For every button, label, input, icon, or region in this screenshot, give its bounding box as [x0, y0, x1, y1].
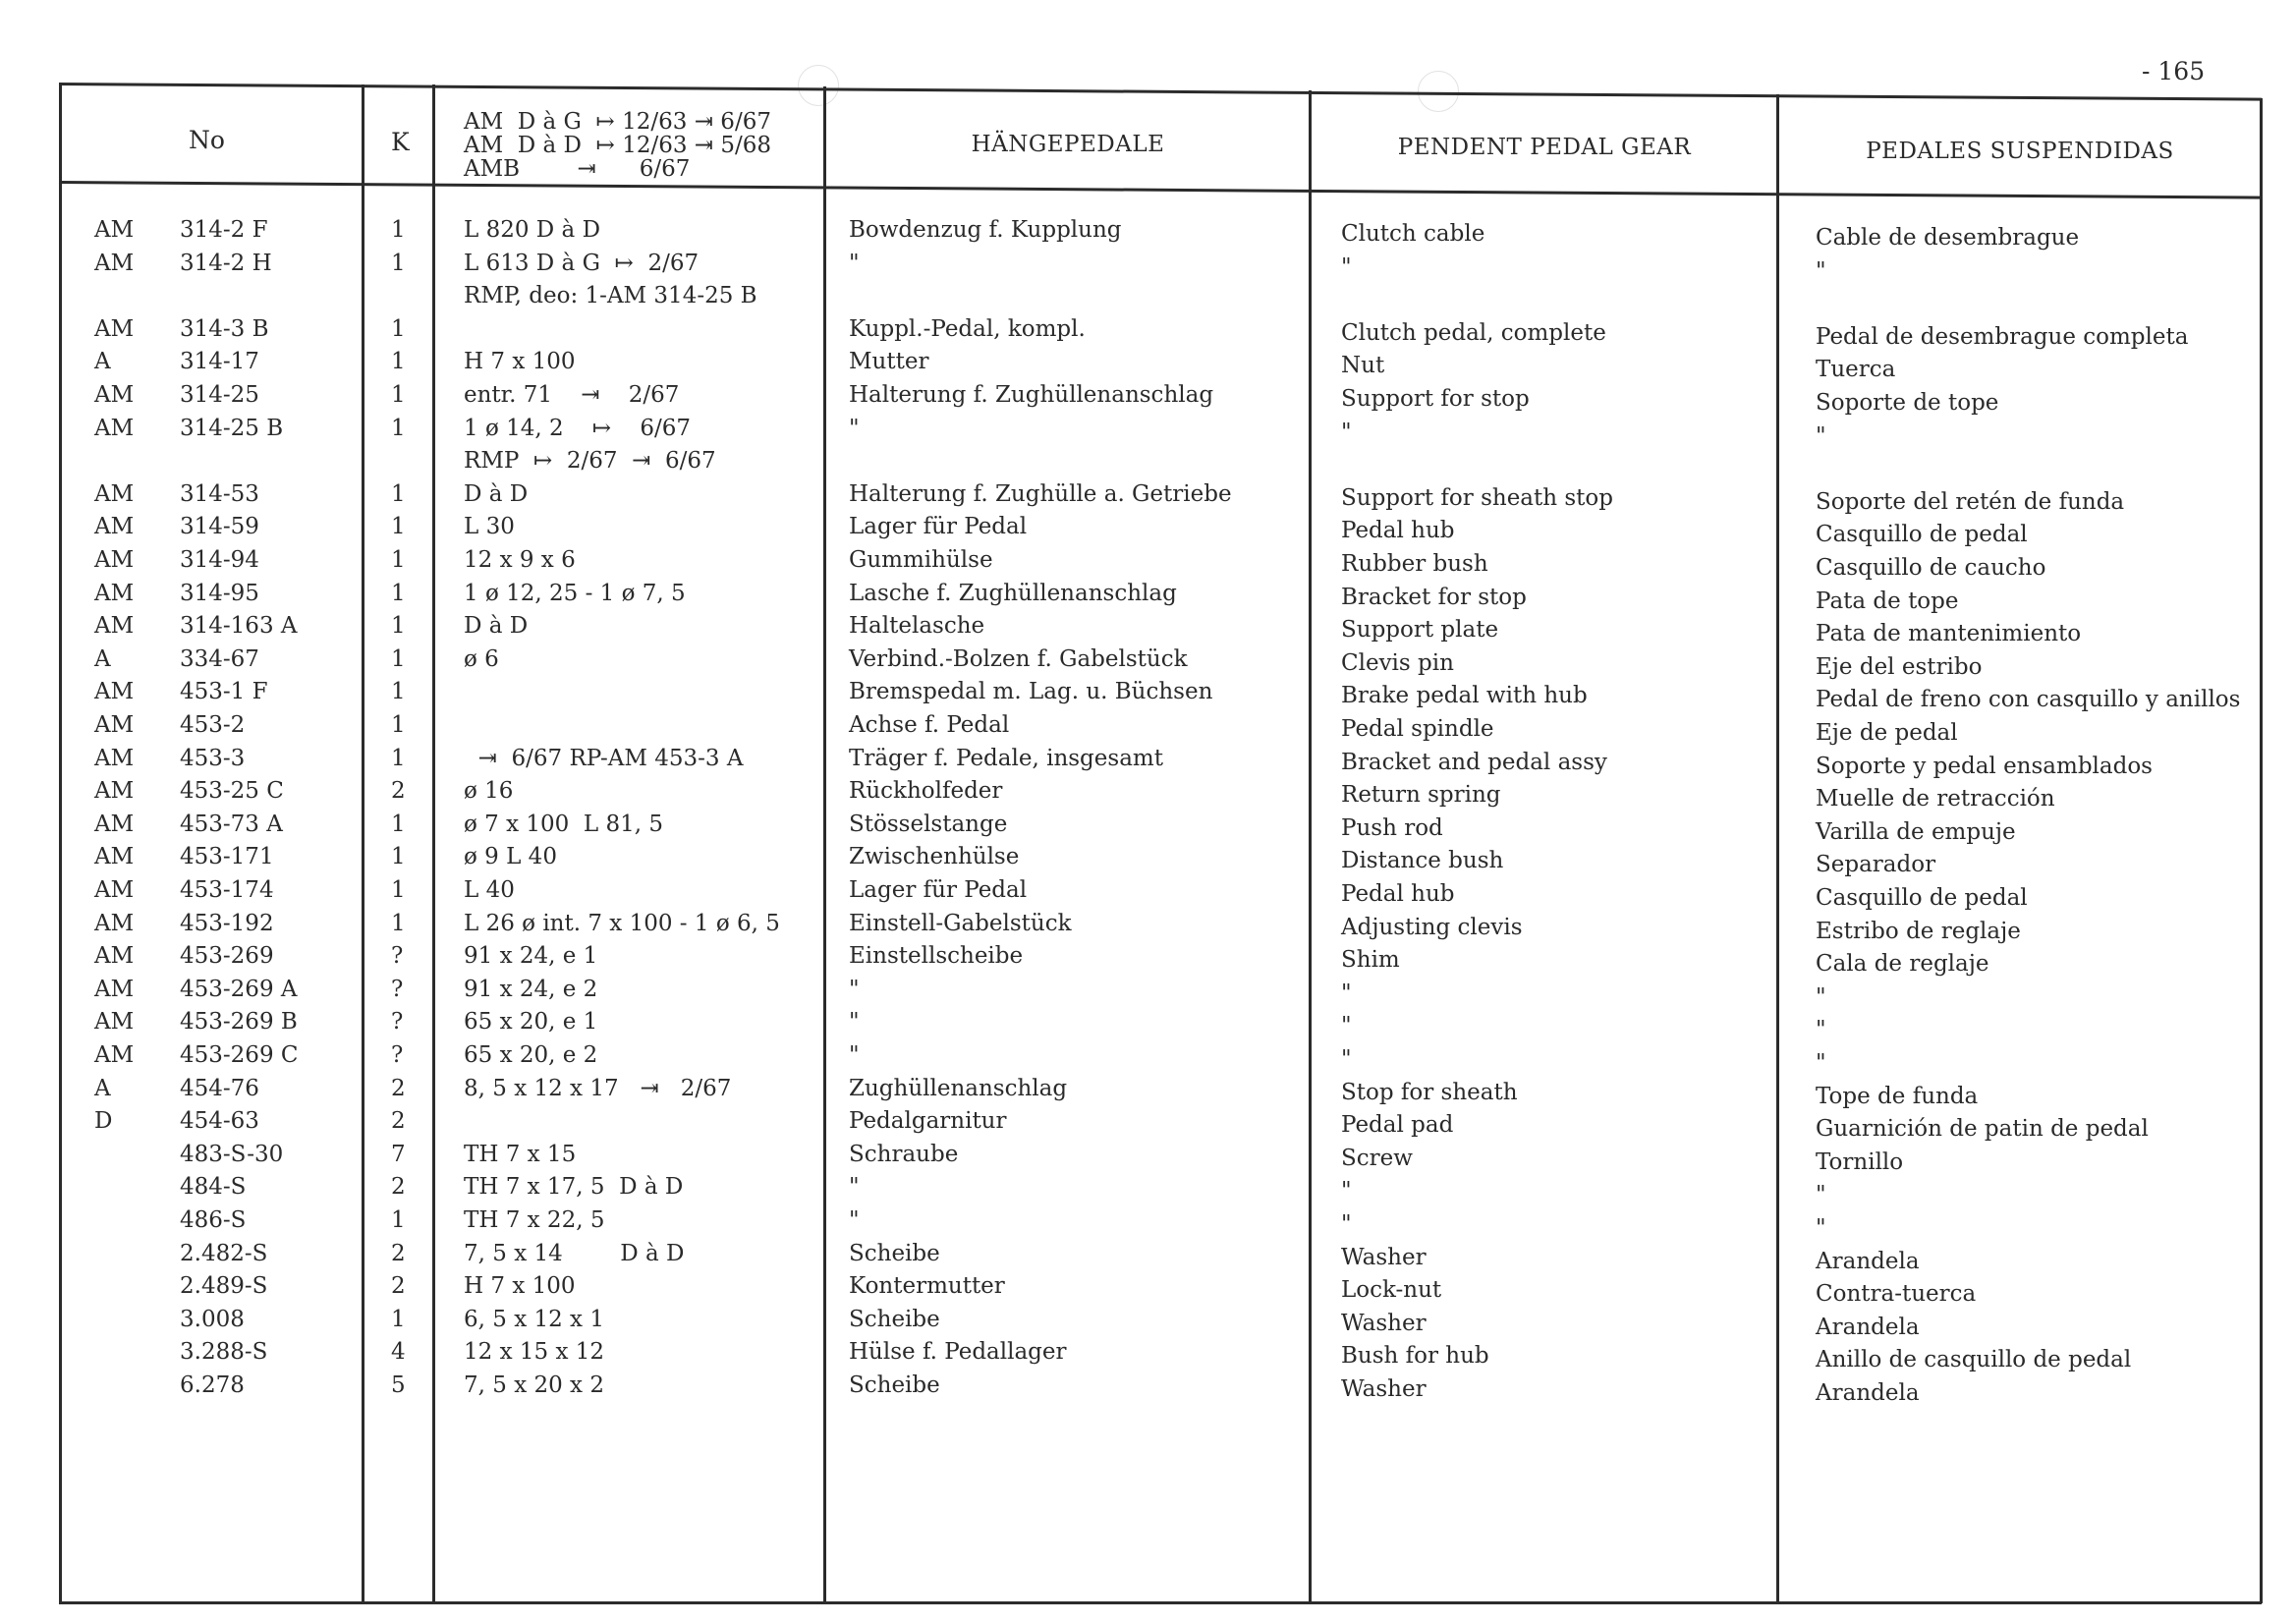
description-german: Einstell-Gabelstück: [849, 910, 1072, 936]
description-german: Einstellscheibe: [849, 943, 1024, 970]
description-spanish: ": [1816, 1017, 1826, 1043]
description-german: Bowdenzug f. Kupplung: [849, 217, 1122, 243]
quantity: 1: [391, 679, 406, 705]
part-prefix: AM: [94, 778, 135, 805]
description-german: Kontermutter: [849, 1273, 1005, 1300]
description-english: Support plate: [1341, 617, 1499, 644]
part-prefix: AM: [94, 943, 135, 970]
punch-hole-left: [798, 65, 839, 106]
part-prefix: AM: [94, 514, 135, 540]
description-german: ": [849, 1174, 860, 1201]
table-row: [0, 811, 2296, 843]
part-number: 314-25 B: [180, 415, 284, 441]
header-k: K: [391, 128, 410, 156]
page-number: - 165: [2142, 57, 2206, 85]
part-prefix: AM: [94, 811, 135, 837]
quantity: 2: [391, 1075, 406, 1101]
part-number: 3.288-S: [180, 1339, 268, 1366]
part-prefix: D: [94, 1108, 113, 1135]
part-number: 453-269 B: [180, 1009, 298, 1036]
table-row: [0, 216, 2296, 249]
specification: 8, 5 x 12 x 17 ⇥ 2/67: [464, 1075, 732, 1101]
table-row: [0, 282, 2296, 314]
quantity: ?: [391, 1042, 404, 1068]
part-prefix: AM: [94, 250, 135, 276]
part-prefix: AM: [94, 580, 135, 606]
description-german: ": [849, 1042, 860, 1068]
part-number: 2.489-S: [180, 1273, 268, 1300]
description-german: Zwischenhülse: [849, 844, 1020, 870]
description-english: Support for sheath stop: [1341, 484, 1613, 511]
table-row: [0, 315, 2296, 348]
description-german: Pedalgarnitur: [849, 1108, 1007, 1135]
description-spanish: Eje de pedal: [1816, 720, 1958, 746]
description-english: Brake pedal with hub: [1341, 683, 1588, 709]
quantity: 1: [391, 712, 406, 738]
part-prefix: AM: [94, 415, 135, 441]
part-prefix: AM: [94, 480, 135, 507]
table-row: [0, 1272, 2296, 1308]
specification: TH 7 x 17, 5 D à D: [464, 1174, 684, 1201]
description-spanish: Soporte y pedal ensamblados: [1816, 753, 2153, 779]
description-german: ": [849, 415, 860, 441]
quantity: 1: [391, 580, 406, 606]
table-row: [0, 1306, 2296, 1338]
part-number: 453-192: [180, 910, 274, 936]
header-applicability-line: AM D à G ↦ 12/63 ⇥ 6/67: [464, 109, 771, 135]
part-prefix: AM: [94, 712, 135, 738]
table-border-top: [59, 83, 2262, 101]
part-prefix: AM: [94, 1042, 135, 1068]
description-spanish: Estribo de reglaje: [1816, 918, 2021, 944]
specification: D à D: [464, 480, 529, 507]
description-english: Stop for sheath: [1341, 1079, 1518, 1105]
description-spanish: Arandela: [1816, 1380, 1920, 1406]
part-prefix: AM: [94, 910, 135, 936]
part-prefix: AM: [94, 217, 135, 243]
specification: TH 7 x 15: [464, 1141, 577, 1167]
description-spanish: Casquillo de caucho: [1816, 555, 2046, 581]
quantity: 1: [391, 480, 406, 507]
description-spanish: Pedal de desembrague completa: [1816, 323, 2189, 350]
part-number: 314-2 H: [180, 250, 272, 276]
quantity: 1: [391, 514, 406, 540]
description-english: Screw: [1341, 1145, 1413, 1171]
part-prefix: AM: [94, 745, 135, 771]
specification: 6, 5 x 12 x 1: [464, 1306, 604, 1332]
table-row: [0, 942, 2296, 978]
part-number: 453-269: [180, 943, 274, 970]
part-number: 2.482-S: [180, 1240, 268, 1266]
header-english: PENDENT PEDAL GEAR: [1397, 135, 1692, 160]
part-number: 334-67: [180, 645, 259, 672]
description-german: Bremspedal m. Lag. u. Büchsen: [849, 679, 1213, 705]
description-spanish: ": [1816, 422, 1826, 449]
description-german: Achse f. Pedal: [849, 712, 1010, 738]
quantity: 1: [391, 547, 406, 573]
part-number: 453-25 C: [180, 778, 284, 805]
part-number: 314-95: [180, 580, 259, 606]
description-english: Support for stop: [1341, 386, 1530, 412]
part-number: 453-174: [180, 877, 274, 903]
description-english: Bush for hub: [1341, 1343, 1489, 1370]
table-row: [0, 1173, 2296, 1208]
description-english: Nut: [1341, 353, 1385, 379]
quantity: 1: [391, 844, 406, 870]
description-spanish: Tope de funda: [1816, 1083, 1979, 1109]
description-spanish: Cala de reglaje: [1816, 951, 1989, 978]
part-number: 314-94: [180, 547, 259, 573]
description-spanish: Eje del estribo: [1816, 653, 1983, 680]
table-row: [0, 546, 2296, 579]
part-number: 314-2 F: [180, 217, 268, 243]
table-row: [0, 381, 2296, 414]
description-english: ": [1341, 253, 1352, 280]
header-applicability-line: AM D à D ↦ 12/63 ⇥ 5/68: [464, 133, 772, 158]
specification: L 820 D à D: [464, 217, 601, 243]
quantity: ?: [391, 976, 404, 1002]
part-number: 314-59: [180, 514, 259, 540]
part-prefix: AM: [94, 315, 135, 342]
quantity: 2: [391, 1240, 406, 1266]
specification: 1 ø 12, 25 - 1 ø 7, 5: [464, 580, 686, 606]
table-row: [0, 1206, 2296, 1239]
description-spanish: Separador: [1816, 852, 1936, 878]
description-english: Rubber bush: [1341, 551, 1488, 577]
description-spanish: ": [1816, 1182, 1826, 1208]
description-english: Washer: [1341, 1376, 1427, 1402]
quantity: 1: [391, 1207, 406, 1233]
description-english: Clevis pin: [1341, 649, 1454, 676]
description-german: Lager für Pedal: [849, 877, 1028, 903]
header-german: HÄNGEPEDALE: [971, 132, 1165, 157]
description-german: Stösselstange: [849, 811, 1008, 837]
part-prefix: AM: [94, 382, 135, 408]
description-german: ": [849, 1207, 860, 1233]
description-english: ": [1341, 1211, 1352, 1237]
quantity: 1: [391, 315, 406, 342]
part-number: 453-3: [180, 745, 246, 771]
header-divider: [59, 181, 2262, 199]
header-applicability: [464, 110, 771, 181]
specification: D à D: [464, 613, 529, 640]
quantity: 1: [391, 877, 406, 903]
part-number: 314-3 B: [180, 315, 269, 342]
quantity: 1: [391, 910, 406, 936]
header-applicability-line: AMB ⇥ 6/67: [464, 156, 691, 182]
table-row: [0, 1338, 2296, 1371]
description-spanish: Contra-tuerca: [1816, 1281, 1977, 1308]
description-english: Distance bush: [1341, 848, 1504, 874]
part-number: 453-1 F: [180, 679, 268, 705]
quantity: 1: [391, 645, 406, 672]
description-spanish: Pedal de freno con casquillo y anillos: [1816, 687, 2241, 713]
description-english: Pedal hub: [1341, 881, 1455, 907]
description-german: Scheibe: [849, 1372, 940, 1398]
table-row: [0, 447, 2296, 479]
table-row: [0, 348, 2296, 383]
part-number: 6.278: [180, 1372, 245, 1398]
specification: RMP ↦ 2/67 ⇥ 6/67: [464, 448, 716, 475]
quantity: 1: [391, 217, 406, 243]
part-prefix: A: [94, 645, 111, 672]
specification: 12 x 9 x 6: [464, 547, 576, 573]
quantity: 2: [391, 778, 406, 805]
description-english: Washer: [1341, 1244, 1427, 1270]
part-number: 454-63: [180, 1108, 259, 1135]
quantity: 1: [391, 415, 406, 441]
description-spanish: Casquillo de pedal: [1816, 522, 2028, 548]
specification: H 7 x 100: [464, 1273, 576, 1300]
table-row: [0, 513, 2296, 548]
description-german: Hülse f. Pedallager: [849, 1339, 1067, 1366]
part-number: 314-25: [180, 382, 259, 408]
description-spanish: Guarnición de patin de pedal: [1816, 1116, 2149, 1143]
description-spanish: Tornillo: [1816, 1148, 1904, 1175]
table-row: [0, 1107, 2296, 1143]
description-english: Pedal spindle: [1341, 716, 1494, 742]
quantity: 1: [391, 1306, 406, 1332]
specification: ø 16: [464, 778, 514, 805]
description-german: Halterung f. Zughülle a. Getriebe: [849, 480, 1232, 507]
description-english: ": [1341, 1046, 1352, 1072]
specification: L 40: [464, 877, 515, 903]
part-number: 314-53: [180, 480, 259, 507]
table-row: [0, 645, 2296, 678]
specification: ø 9 L 40: [464, 844, 557, 870]
header-no: No: [189, 126, 225, 154]
part-prefix: A: [94, 349, 111, 375]
part-prefix: AM: [94, 547, 135, 573]
table-row: [0, 876, 2296, 909]
quantity: 2: [391, 1108, 406, 1135]
description-spanish: ": [1816, 1050, 1826, 1076]
description-english: Return spring: [1341, 782, 1501, 809]
description-german: Scheibe: [849, 1240, 940, 1266]
description-english: Bracket for stop: [1341, 584, 1527, 610]
description-english: ": [1341, 1013, 1352, 1039]
part-prefix: AM: [94, 679, 135, 705]
description-english: Lock-nut: [1341, 1277, 1442, 1304]
description-spanish: Arandela: [1816, 1248, 1920, 1274]
specification: L 613 D à G ↦ 2/67: [464, 250, 700, 276]
quantity: 1: [391, 745, 406, 771]
specification: 91 x 24, e 2: [464, 976, 598, 1002]
table-row: [0, 1240, 2296, 1272]
part-number: 484-S: [180, 1174, 247, 1201]
part-prefix: AM: [94, 613, 135, 640]
description-english: ": [1341, 1178, 1352, 1204]
table-row: [0, 1372, 2296, 1404]
description-german: Haltelasche: [849, 613, 985, 640]
specification: TH 7 x 22, 5: [464, 1207, 605, 1233]
quantity: 1: [391, 349, 406, 375]
description-german: Verbind.-Bolzen f. Gabelstück: [849, 645, 1188, 672]
description-spanish: Arandela: [1816, 1314, 1920, 1340]
description-spanish: Cable de desembrague: [1816, 225, 2080, 251]
part-number: 453-269 A: [180, 976, 298, 1002]
description-german: Schraube: [849, 1141, 959, 1167]
description-german: Lasche f. Zughüllenanschlag: [849, 580, 1177, 606]
part-number: 453-2: [180, 712, 246, 738]
header-spanish: PEDALES SUSPENDIDAS: [1866, 139, 2174, 164]
table-border-bottom: [59, 1601, 2262, 1604]
quantity: 1: [391, 811, 406, 837]
specification: H 7 x 100: [464, 349, 576, 375]
table-row: [0, 250, 2296, 282]
part-number: 486-S: [180, 1207, 247, 1233]
specification: 91 x 24, e 1: [464, 943, 598, 970]
table-row: [0, 910, 2296, 942]
description-german: Träger f. Pedale, insgesamt: [849, 745, 1163, 771]
description-english: Shim: [1341, 947, 1400, 974]
description-spanish: Muelle de retracción: [1816, 786, 2055, 812]
part-prefix: A: [94, 1075, 111, 1101]
description-english: Pedal hub: [1341, 518, 1455, 544]
quantity: ?: [391, 1009, 404, 1036]
quantity: 1: [391, 250, 406, 276]
part-number: 3.008: [180, 1306, 245, 1332]
description-english: Push rod: [1341, 814, 1443, 841]
description-english: Bracket and pedal assy: [1341, 749, 1607, 775]
table-row: [0, 1075, 2296, 1107]
specification: 7, 5 x 20 x 2: [464, 1372, 604, 1398]
table-row: [0, 1141, 2296, 1173]
quantity: 7: [391, 1141, 406, 1167]
part-number: 314-163 A: [180, 613, 298, 640]
quantity: 2: [391, 1174, 406, 1201]
table-row: [0, 415, 2296, 447]
description-spanish: Pata de tope: [1816, 588, 1959, 614]
description-english: Adjusting clevis: [1341, 914, 1523, 940]
description-english: Clutch cable: [1341, 221, 1485, 247]
description-german: Rückholfeder: [849, 778, 1003, 805]
specification: 65 x 20, e 2: [464, 1042, 598, 1068]
part-number: 453-269 C: [180, 1042, 299, 1068]
table-row: [0, 678, 2296, 713]
description-german: Halterung f. Zughüllenanschlag: [849, 382, 1214, 408]
description-spanish: Anillo de casquillo de pedal: [1816, 1347, 2132, 1373]
part-number: 453-171: [180, 844, 274, 870]
part-prefix: AM: [94, 844, 135, 870]
quantity: 2: [391, 1273, 406, 1300]
description-spanish: ": [1816, 257, 1826, 284]
specification: ⇥ 6/67 RP-AM 453-3 A: [464, 745, 744, 771]
description-german: ": [849, 1009, 860, 1036]
specification: 65 x 20, e 1: [464, 1009, 598, 1036]
description-german: Lager für Pedal: [849, 514, 1028, 540]
description-spanish: Soporte del retén de funda: [1816, 488, 2125, 515]
table-row: [0, 1008, 2296, 1043]
description-spanish: Varilla de empuje: [1816, 818, 2016, 845]
table-row: [0, 480, 2296, 513]
specification: 1 ø 14, 2 ↦ 6/67: [464, 415, 692, 441]
specification: ø 6: [464, 645, 499, 672]
specification: L 30: [464, 514, 515, 540]
part-number: 453-73 A: [180, 811, 283, 837]
part-prefix: AM: [94, 1009, 135, 1036]
specification: 7, 5 x 14 D à D: [464, 1240, 685, 1266]
description-spanish: ": [1816, 1215, 1826, 1241]
table-row: [0, 612, 2296, 647]
description-spanish: Tuerca: [1816, 357, 1896, 383]
part-number: 314-17: [180, 349, 259, 375]
description-english: Pedal pad: [1341, 1112, 1454, 1139]
table-row: [0, 777, 2296, 810]
quantity: 1: [391, 613, 406, 640]
description-german: ": [849, 976, 860, 1002]
description-german: ": [849, 250, 860, 276]
description-spanish: ": [1816, 983, 1826, 1010]
description-spanish: Casquillo de pedal: [1816, 885, 2028, 911]
part-number: 454-76: [180, 1075, 259, 1101]
description-german: Gummihülse: [849, 547, 993, 573]
quantity: 4: [391, 1339, 406, 1366]
description-spanish: Soporte de tope: [1816, 390, 1999, 416]
description-german: Zughüllenanschlag: [849, 1075, 1068, 1101]
quantity: 1: [391, 382, 406, 408]
description-german: Mutter: [849, 349, 929, 375]
table-row: [0, 745, 2296, 777]
description-english: ": [1341, 419, 1352, 445]
table-row: [0, 580, 2296, 612]
quantity: ?: [391, 943, 404, 970]
specification: entr. 71 ⇥ 2/67: [464, 382, 680, 408]
description-spanish: Pata de mantenimiento: [1816, 621, 2082, 647]
table-row: [0, 843, 2296, 878]
table-row: [0, 976, 2296, 1008]
description-english: ": [1341, 980, 1352, 1006]
part-prefix: AM: [94, 976, 135, 1002]
description-english: Washer: [1341, 1310, 1427, 1336]
description-german: Kuppl.-Pedal, kompl.: [849, 315, 1086, 342]
specification: RMP, deo: 1-AM 314-25 B: [464, 283, 757, 309]
quantity: 5: [391, 1372, 406, 1398]
part-prefix: AM: [94, 877, 135, 903]
specification: 12 x 15 x 12: [464, 1339, 604, 1366]
part-number: 483-S-30: [180, 1141, 284, 1167]
description-english: Clutch pedal, complete: [1341, 319, 1606, 346]
description-german: Scheibe: [849, 1306, 940, 1332]
table-row: [0, 1041, 2296, 1074]
specification: ø 7 x 100 L 81, 5: [464, 811, 664, 837]
specification: L 26 ø int. 7 x 100 - 1 ø 6, 5: [464, 910, 780, 936]
table-row: [0, 711, 2296, 744]
